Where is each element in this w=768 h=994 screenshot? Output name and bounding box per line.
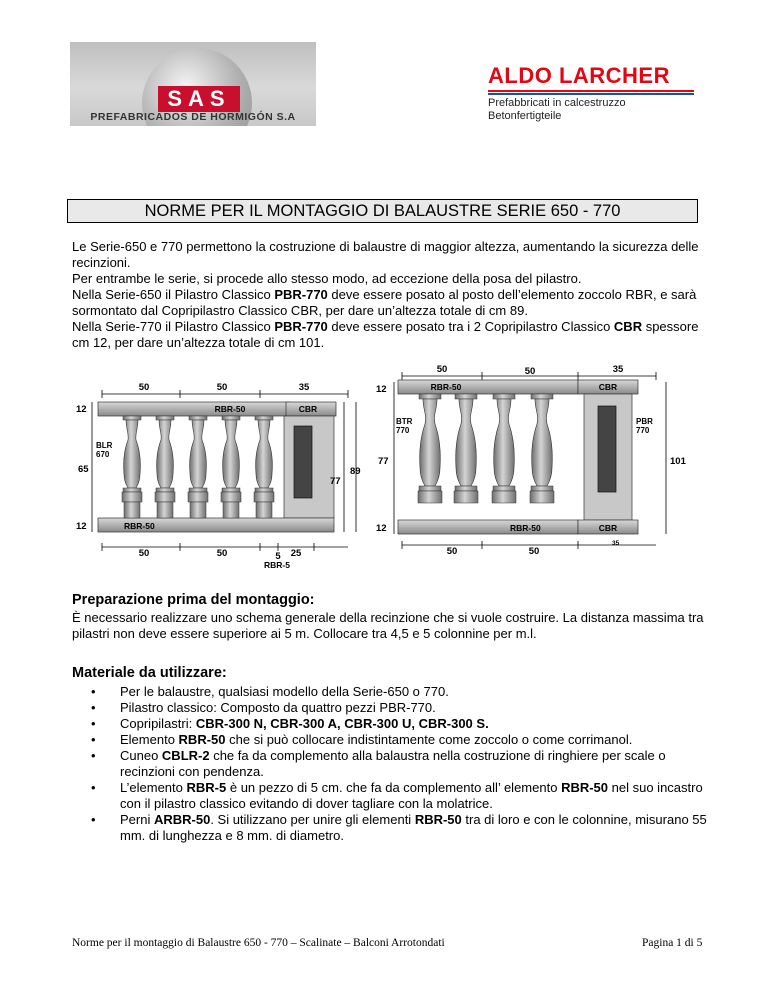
list-item: • Cuneo CBLR-2 che fa da complemento alla balaustra nella costruzione di ringhiere per scale o recinzioni con pendenza. xyxy=(91,748,666,779)
right-dim-top-3: 35 xyxy=(612,364,624,375)
left-pillar-insert xyxy=(294,426,312,498)
balustrade-diagram xyxy=(72,362,696,576)
left-h-pillar: 77 xyxy=(330,476,341,487)
left-h-baluster: 65 xyxy=(78,464,89,475)
right-balustrade xyxy=(398,380,638,534)
footer-title: Norme per il montaggio di Balaustre 650 - 770 – Scalinate – Balconi Arrotondati xyxy=(72,937,445,949)
right-btr-1: BTR xyxy=(396,417,413,426)
preparation-text: È necessario realizzare uno schema generale della recinzione che si vuole costruire. La distanza massima tra pilastri non deve essere superiore ai 5 m. Collocare tra 4,5 e 5 colonnine per m.l. xyxy=(72,610,704,641)
right-dim-top-2: 50 xyxy=(524,366,536,377)
right-dim-bottom-1: 50 xyxy=(446,546,458,557)
larcher-logo-name: ALDO LARCHER xyxy=(488,63,670,88)
right-pbr-1: PBR xyxy=(636,417,653,426)
right-pbr-2: 770 xyxy=(636,426,650,435)
right-pillar-insert xyxy=(598,406,616,492)
intro-line-3: Nella Serie-650 il Pilastro Classico PBR-770 deve essere posato al posto dell’elemento zoccolo RBR, e sarà sormontato dal Copripilastro Classico CBR, per dare un’altezza totale di cm 89. xyxy=(72,287,697,318)
list-item: • Per le balaustre, qualsiasi modello della Serie-650 o 770. xyxy=(91,684,449,699)
larcher-subtitle-1: Prefabbricati in calcestruzzo xyxy=(488,97,626,109)
sas-logo-mark: SAS xyxy=(158,86,240,112)
right-top-rail xyxy=(398,380,578,394)
left-dim-bottom-2: 50 xyxy=(216,548,228,559)
right-btr-2: 770 xyxy=(396,426,410,435)
materials-heading: Materiale da utilizzare: xyxy=(72,665,227,681)
right-dim-top-1: 50 xyxy=(436,364,448,375)
left-h-rail-top: 12 xyxy=(76,404,87,415)
right-h-rail-top: 12 xyxy=(376,384,387,395)
left-h-rail-bottom: 12 xyxy=(76,521,87,532)
list-item: • Pilastro classico: Composto da quattro pezzi PBR-770. xyxy=(91,700,436,715)
left-h-total: 89 xyxy=(350,466,361,477)
list-item: • Elemento RBR-50 che si può collocare indistintamente come zoccolo o come corrimanol. xyxy=(91,732,633,747)
right-cap-dim: 35 xyxy=(612,540,620,547)
right-bottom-rail-label: RBR-50 xyxy=(510,523,541,533)
page-number: Pagina 1 di 5 xyxy=(642,937,703,949)
left-bottom-rail-label: RBR-50 xyxy=(124,521,155,531)
sas-logo xyxy=(70,42,316,126)
intro-line-2: Per entrambe le serie, si procede allo stesso modo, ad eccezione della posa del pilastro. xyxy=(72,271,582,286)
left-dim-bottom-1: 50 xyxy=(138,548,150,559)
left-dim-bottom-3: 5 xyxy=(275,551,281,562)
preparation-heading: Preparazione prima del montaggio: xyxy=(72,592,315,608)
larcher-subtitle-2: Betonfertigteile xyxy=(488,110,562,122)
sas-logo-caption: PREFABRICADOS DE HORMIGÓN S.A xyxy=(90,111,296,123)
left-dim-top-3: 35 xyxy=(298,382,310,393)
right-dim-bottom-2: 50 xyxy=(528,546,540,557)
left-blr-2: 670 xyxy=(96,450,110,459)
materials-list xyxy=(72,684,712,844)
left-dim-top-2: 50 xyxy=(216,382,228,393)
list-item: • L’elemento RBR-5 è un pezzo di 5 cm. che fa da complemento all’ elemento RBR-50 nel suo incastro con il pilastro classico evitando di dover tagliare con la molatrice. xyxy=(91,780,703,811)
intro-line-4: Nella Serie-770 il Pilastro Classico PBR-770 deve essere posato tra i 2 Copripilastro Classico CBR spessore cm 12, per dare un’altezza totale di cm 101. xyxy=(72,319,699,350)
left-dim-top-1: 50 xyxy=(138,382,150,393)
left-top-rail-label: RBR-50 xyxy=(214,404,246,414)
left-dim-bottom-4: 25 xyxy=(290,548,302,559)
right-top-rail-label: RBR-50 xyxy=(430,382,462,392)
right-bottom-rail xyxy=(398,520,578,534)
larcher-logo-bar xyxy=(488,90,694,95)
left-top-rail xyxy=(98,402,290,416)
left-balustrade xyxy=(98,402,336,532)
left-blr-1: BLR xyxy=(96,441,113,450)
right-h-baluster: 77 xyxy=(378,456,389,467)
right-h-total: 101 xyxy=(670,456,686,467)
intro-line-1: Le Serie-650 e 770 permettono la costruzione di balaustre di maggior altezza, aumentando la sicurezza delle recinzioni. xyxy=(72,239,699,270)
right-h-rail-bottom: 12 xyxy=(376,523,387,534)
list-item: • Perni ARBR-50. Si utilizzano per unire gli elementi RBR-50 tra di loro e con le colonnine, misurano 55 mm. di lunghezza e 8 mm. di diametro. xyxy=(91,812,707,843)
right-cap-bottom-label: CBR xyxy=(598,523,618,533)
document-title: NORME PER IL MONTAGGIO DI BALAUSTRE SERIE 650 - 770 xyxy=(67,199,698,223)
left-rbr5-label: RBR-5 xyxy=(264,560,290,570)
list-item: • Copripilastri: CBR-300 N, CBR-300 A, CBR-300 U, CBR-300 S. xyxy=(91,716,489,731)
left-cap-label: CBR xyxy=(298,404,318,414)
intro-paragraph xyxy=(72,239,712,351)
right-cap-label: CBR xyxy=(598,382,618,392)
